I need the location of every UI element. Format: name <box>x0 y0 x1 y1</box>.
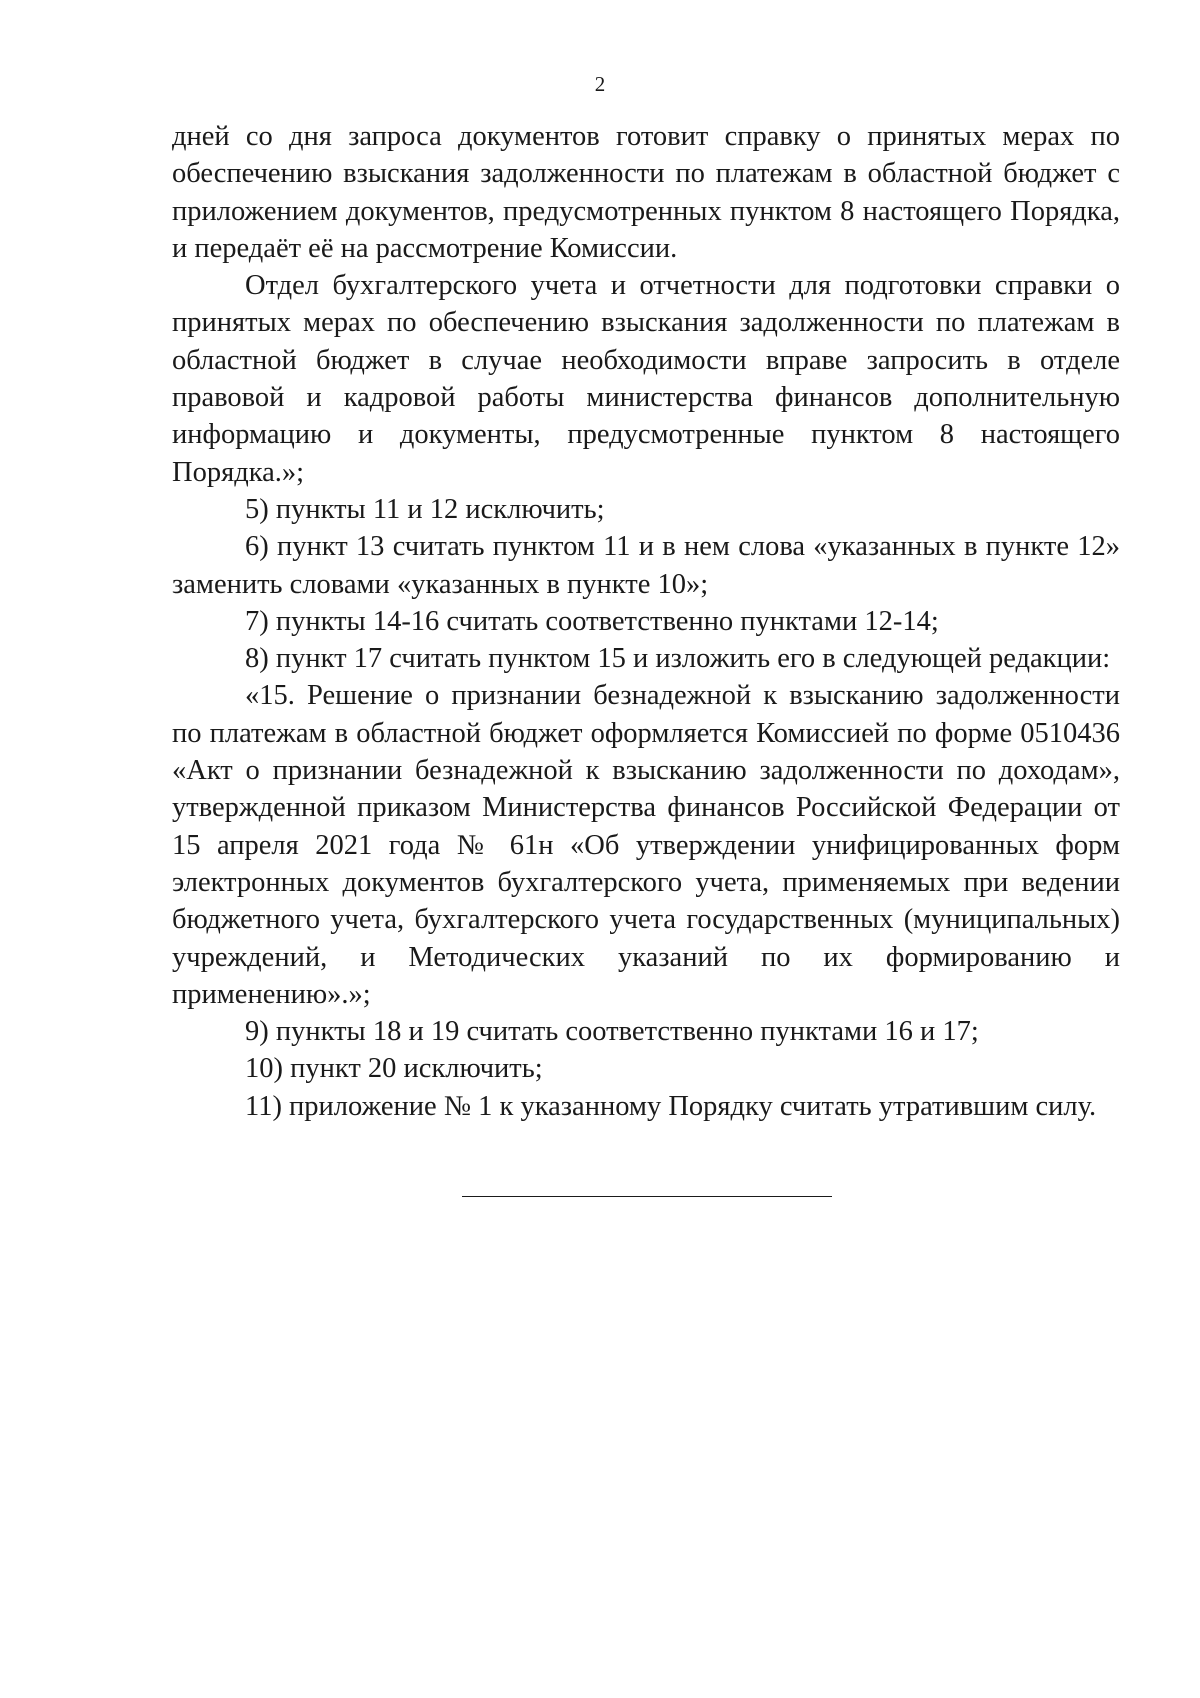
end-divider-line <box>462 1196 832 1197</box>
list-item-5: 5) пункты 11 и 12 исключить; <box>245 493 605 525</box>
list-item-6: 6) пункт 13 считать пунктом 11 и в нем слова «указанных в пункте 12» заменить словами «указанных в пункте 10»; <box>172 531 1120 600</box>
list-item-10: 10) пункт 20 исключить; <box>245 1053 543 1085</box>
quoted-clause-15: «15. Решение о признании безнадежной к взысканию задолженности по платежам в областной бюджет оформляется Комиссией по форме 0510436 «Акт о признании безнадежной к взысканию задолженности по доходам», утвержденной приказом Министерства финансов Российской Федерации от 15 апреля 2021 года № 61н «Об утверждении унифицированных форм электронных документов бухгалтерского учета, применяемых при ведении бюджетного учета, бухгалтерского учета государственных (муниципальных) учреждений, и Методических указаний по их формированию и применению».»; <box>172 680 1120 1010</box>
document-body <box>172 118 1120 1125</box>
list-item-8: 8) пункт 17 считать пунктом 15 и изложить его в следующей редакции: <box>245 643 1111 675</box>
list-item-11: 11) приложение № 1 к указанному Порядку считать утратившим силу. <box>245 1090 1097 1122</box>
page-number: 2 <box>594 72 606 96</box>
list-item-9: 9) пункты 18 и 19 считать соответственно пунктами 16 и 17; <box>245 1016 979 1048</box>
paragraph-accounting-dept: Отдел бухгалтерского учета и отчетности для подготовки справки о принятых мерах по обеспечению взыскания задолженности по платежам в областной бюджет в случае необходимости вправе запросить в отделе правовой и кадровой работы министерства финансов дополнительную информацию и документы, предусмотренные пунктом 8 настоящего Порядка.»; <box>172 270 1120 488</box>
paragraph-continuation: дней со дня запроса документов готовит справку о принятых мерах по обеспечению взыскания задолженности по платежам в областной бюджет с приложением документов, предусмотренных пунктом 8 настоящего Порядка, и передаёт её на рассмотрение Комиссии. <box>172 121 1120 264</box>
list-item-7: 7) пункты 14-16 считать соответственно пунктами 12-14; <box>245 605 939 637</box>
